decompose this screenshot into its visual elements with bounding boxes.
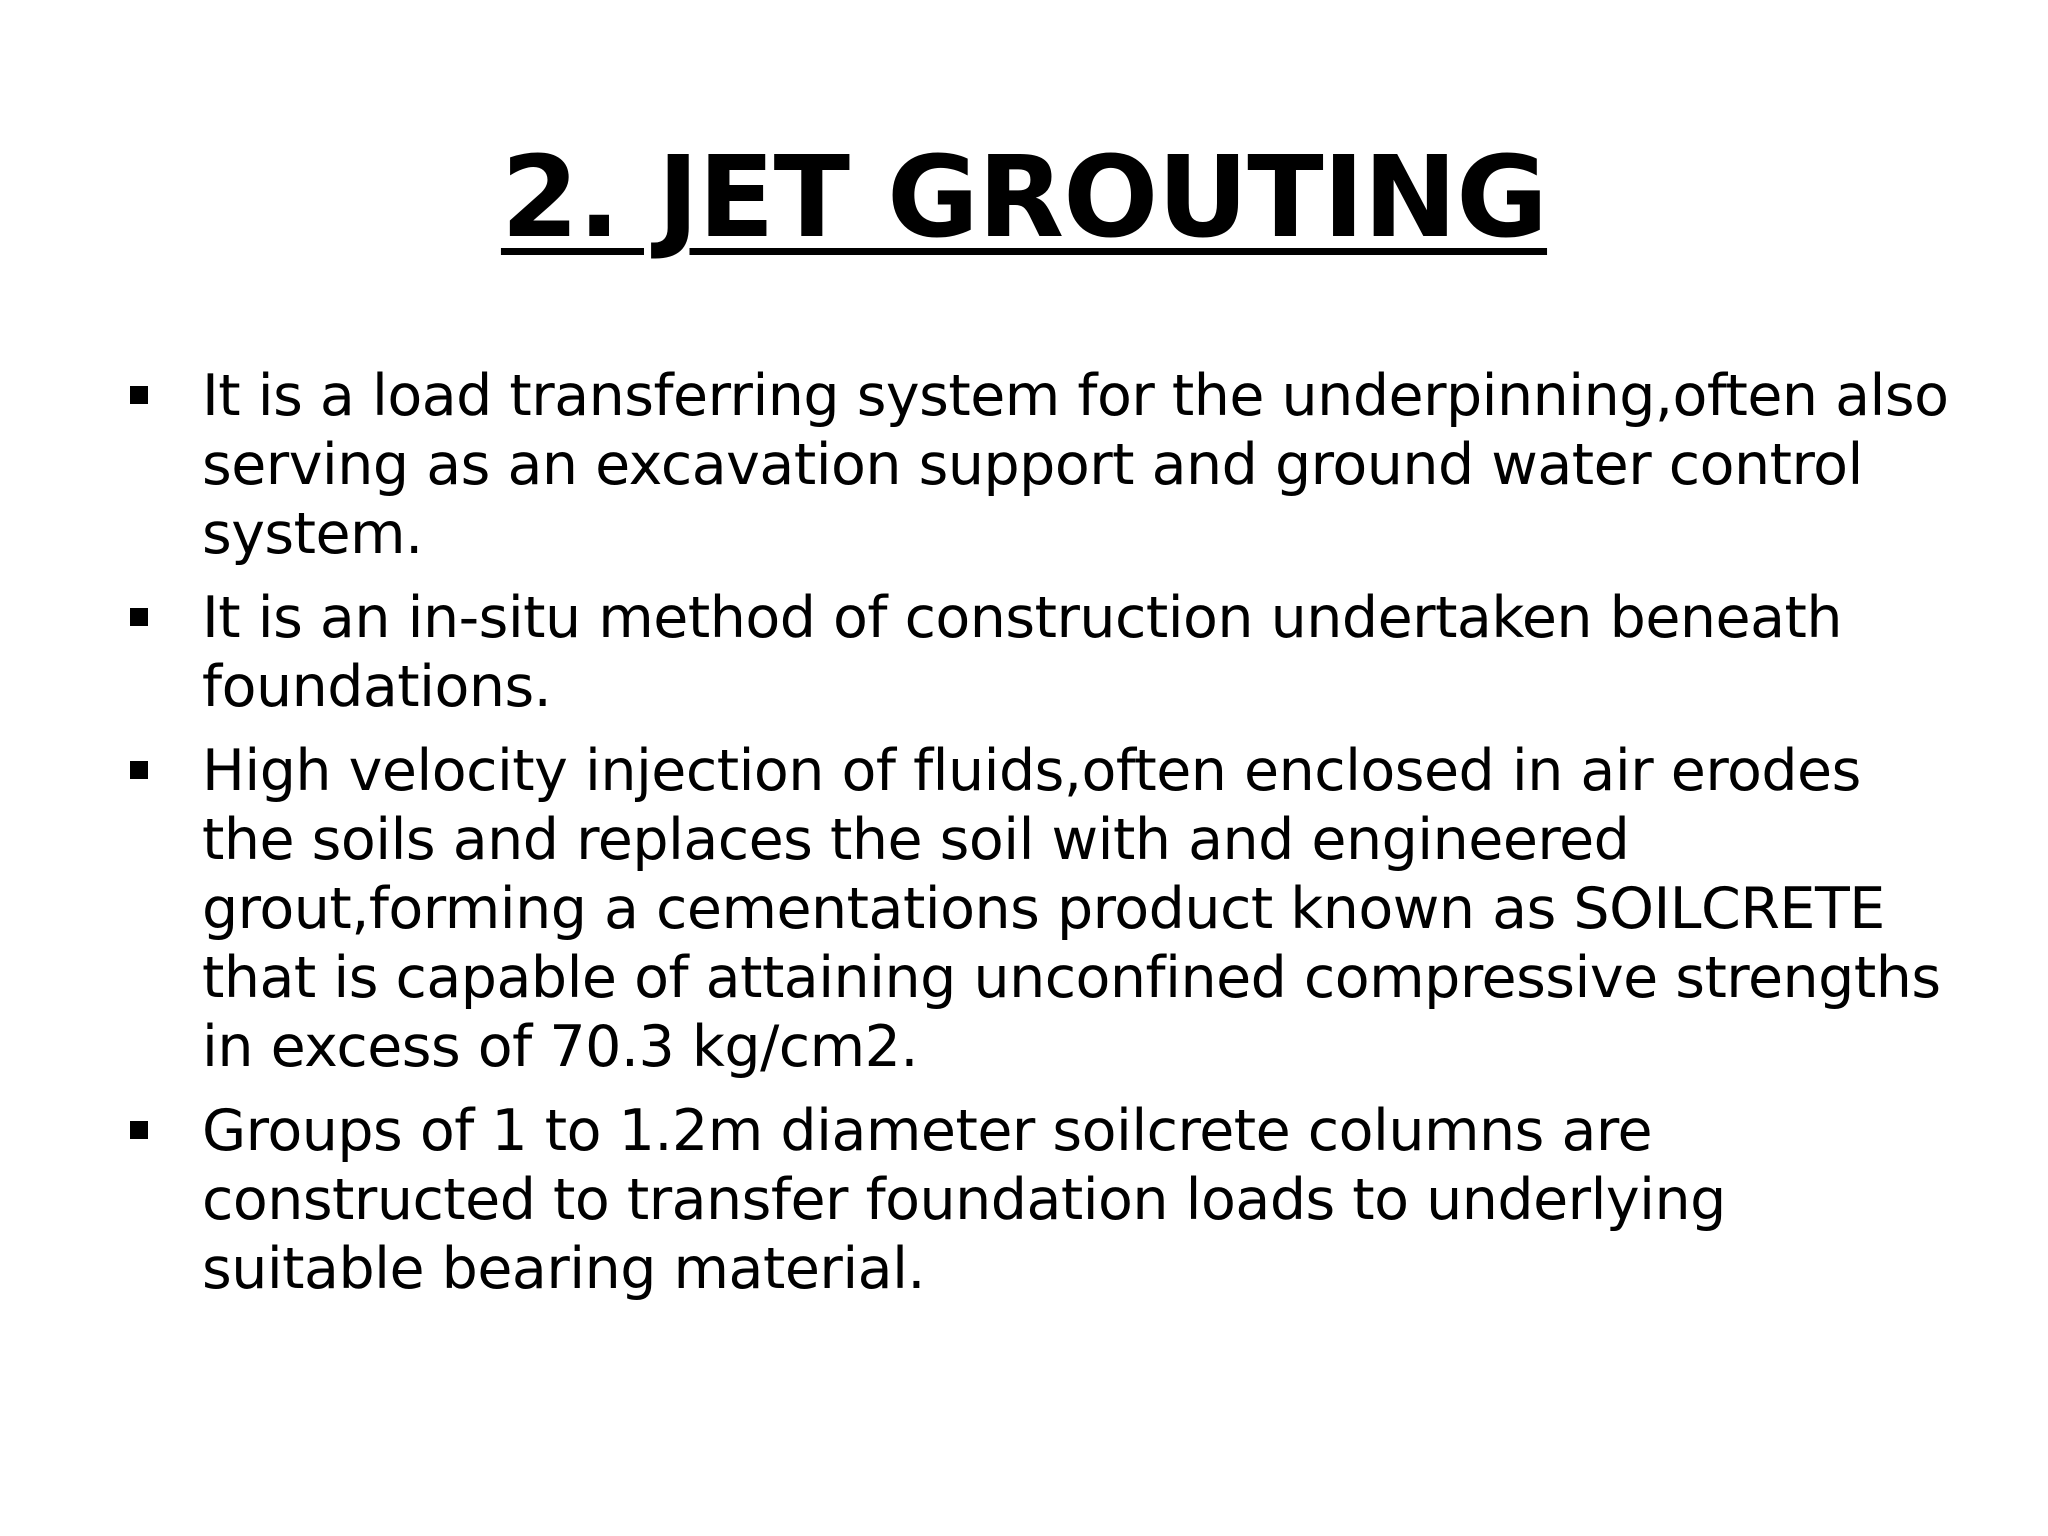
square-bullet-icon bbox=[130, 1121, 148, 1139]
bullet-list bbox=[130, 362, 1960, 1319]
bullet-text: It is a load transferring system for the underpinning,often also serving as an excavation support and ground water control system. bbox=[202, 363, 1949, 567]
bullet-text: High velocity injection of fluids,often enclosed in air erodes the soils and replaces the soil with and engineered grout,forming a cementations product known as SOILCRETE that is capable of attaining unconfined compressive strengths in excess of 70.3 kg/cm2. bbox=[202, 738, 1941, 1080]
bullet-text: It is an in-situ method of construction undertaken beneath foundations. bbox=[202, 585, 1843, 720]
slide-title-text: 2. JET GROUTING bbox=[500, 133, 1548, 263]
square-bullet-icon bbox=[130, 608, 148, 626]
bullet-text: Groups of 1 to 1.2m diameter soilcrete columns are constructed to transfer foundation loads to underlying suitable bearing material. bbox=[202, 1098, 1726, 1302]
square-bullet-icon bbox=[130, 386, 148, 404]
bullet-item bbox=[130, 362, 1960, 569]
square-bullet-icon bbox=[130, 761, 148, 779]
bullet-item bbox=[130, 737, 1960, 1082]
bullet-item bbox=[130, 584, 1960, 722]
bullet-item bbox=[130, 1097, 1960, 1304]
slide-title bbox=[0, 128, 2048, 268]
